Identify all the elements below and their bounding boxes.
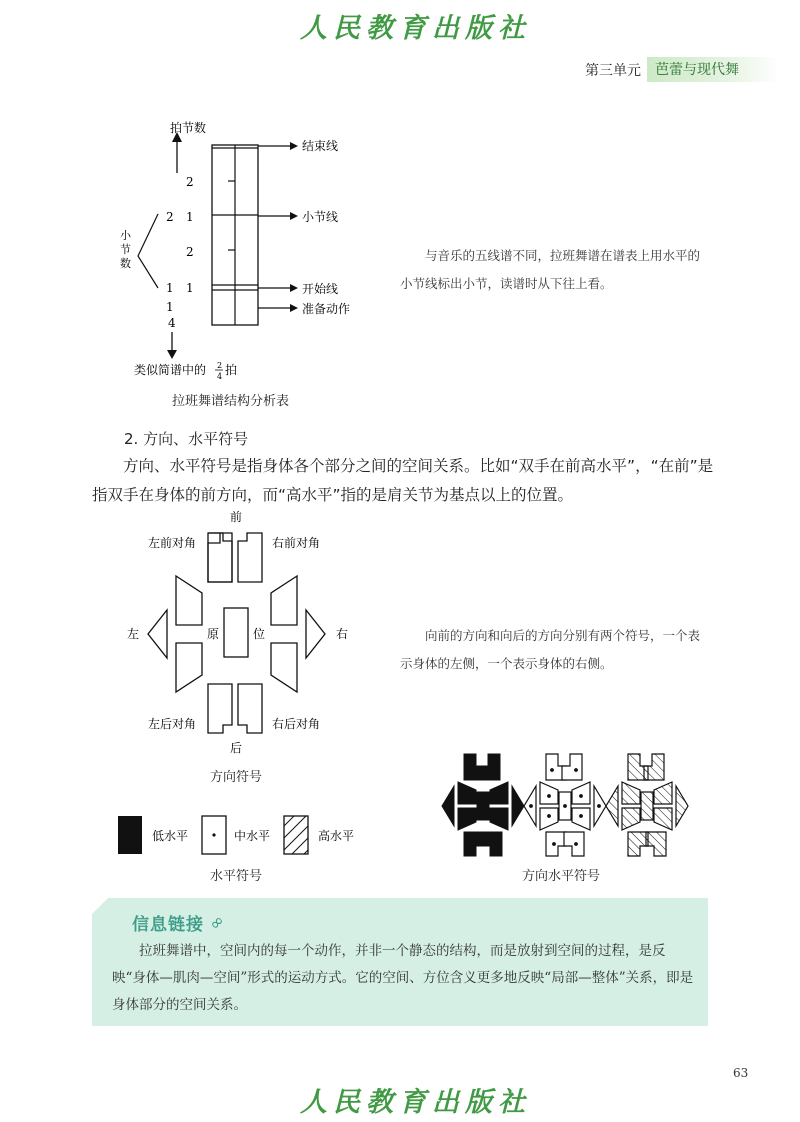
level-symbols (110, 810, 380, 860)
bar-count-label-2: 节 (120, 243, 131, 256)
publisher-logo-header: 人民教育出版社 (300, 13, 531, 44)
info-link-header (132, 910, 230, 935)
info-link-title: 信息链接 (132, 915, 204, 935)
beat-number: 1 (186, 210, 194, 224)
dir-left: 左 (127, 627, 140, 641)
bar-number: 1 (166, 300, 174, 314)
bar-number: 1 (166, 281, 174, 295)
direction-symbols-diagram (110, 505, 370, 765)
fraction-denominator: 4 (217, 372, 223, 381)
dir-back: 后 (230, 741, 243, 755)
dir-left-back: 左后对角 (148, 717, 197, 731)
level-high-label: 高水平 (318, 829, 355, 843)
high-level-cluster (606, 754, 688, 856)
beat-number: 2 (186, 175, 194, 189)
level-middle-label: 中水平 (234, 829, 271, 843)
structure-side-note: 与音乐的五线谱不同，拉班舞谱在谱表上用水平的小节线标出小节，读谱时从下往上看。 (400, 248, 701, 291)
dir-left-forward: 左前对角 (148, 536, 197, 550)
fraction-numerator: 2 (217, 361, 223, 370)
unit-label: 第三单元 (585, 62, 641, 79)
end-line-label: 结束线 (302, 139, 339, 153)
dir-place-1: 原 (207, 627, 220, 641)
time-sig-denominator: 4 (168, 316, 176, 330)
chapter-label: 芭蕾与现代舞 (647, 57, 779, 82)
dir-right: 右 (336, 627, 349, 641)
beat-number: 1 (186, 281, 194, 295)
start-line-label: 开始线 (302, 282, 339, 296)
time-signature-note-suffix: 拍 (225, 363, 238, 377)
dir-forward: 前 (230, 510, 243, 524)
direction-caption: 方向符号 (210, 770, 263, 785)
beat-count-label: 拍节数 (170, 121, 207, 135)
info-box-corner (92, 898, 108, 914)
dir-right-forward: 右前对角 (272, 536, 321, 550)
level-caption: 水平符号 (210, 869, 263, 884)
info-link-box (92, 898, 708, 1026)
info-link-text: 拉班舞谱中，空间内的每一个动作，并非一个静态的结构，而是放射到空间的过程，是反映“身体—肌肉—空间”形式的运动方式。它的空间、方位含义更多地反映“局部—整体”关系，即是身体部分的空间关系。 (112, 943, 694, 1013)
bar-line-label: 小节线 (302, 210, 339, 224)
direction-side-note: 向前的方向和向后的方向分别有两个符号，一个表示身体的左侧，一个表示身体的右侧。 (400, 628, 701, 671)
page-number: 63 (733, 1066, 749, 1080)
low-level-cluster (442, 754, 524, 856)
labanotation-structure-diagram (110, 118, 370, 383)
direction-level-symbols (440, 752, 690, 862)
link-icon: ∞ (205, 910, 230, 935)
time-signature-note-prefix: 类似简谱中的 (134, 363, 207, 377)
direction-level-caption: 方向水平符号 (522, 869, 601, 884)
middle-level-cluster (524, 754, 606, 856)
dir-place-2: 位 (253, 627, 266, 641)
publisher-logo-footer: 人民教育出版社 (300, 1087, 531, 1118)
bar-count-label-1: 小 (120, 229, 131, 242)
structure-diagram-caption: 拉班舞谱结构分析表 (172, 394, 290, 409)
running-header (585, 57, 779, 82)
dir-right-back: 右后对角 (272, 717, 321, 731)
level-low-label: 低水平 (152, 829, 189, 843)
bar-count-label-3: 数 (120, 257, 131, 270)
bar-number: 2 (166, 210, 174, 224)
prep-action-label: 准备动作 (302, 302, 351, 316)
section-paragraph: 方向、水平符号是指身体各个部分之间的空间关系。比如“双手在前高水平”，“在前”是指双手在身体的前方向，而“高水平”指的是肩关节为基点以上的位置。 (92, 457, 714, 504)
section-title: 2. 方向、水平符号 (124, 430, 249, 448)
beat-number: 2 (186, 245, 194, 259)
